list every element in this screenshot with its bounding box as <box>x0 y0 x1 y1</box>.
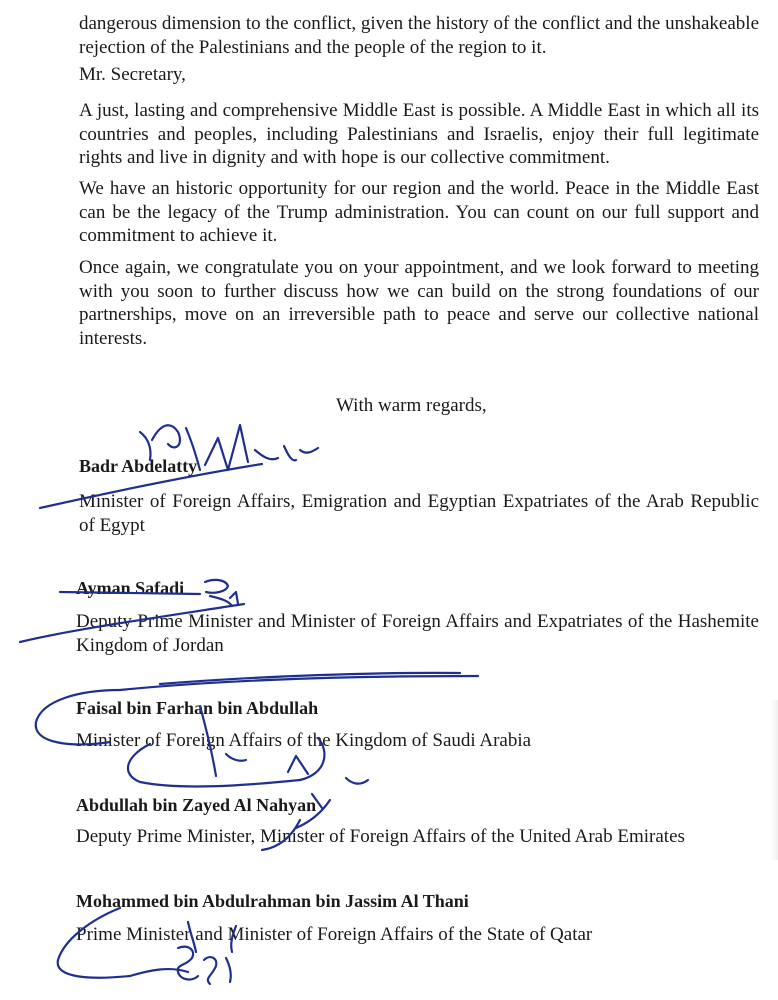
salutation-mr-secretary: Mr. Secretary, <box>79 64 186 85</box>
signatory-name-saudi-arabia: Faisal bin Farhan bin Abdullah <box>76 698 319 718</box>
signatory-name-egypt: Badr Abdelatty <box>79 456 198 476</box>
signatory-name-uae: Abdullah bin Zayed Al Nahyan <box>76 795 317 815</box>
scan-edge-shadow <box>770 700 778 860</box>
signatory-title-jordan: Deputy Prime Minister and Minister of Foreign Affairs and Expatriates of the Hashemite Kingdom of Jordan <box>76 611 759 656</box>
signatory-title-egypt: Minister of Foreign Affairs, Emigration and Egyptian Expatriates of the Arab Republic of Egypt <box>79 491 759 536</box>
paragraph-congratulations: Once again, we congratulate you on your appointment, and we look forward to meeting with you soon to further discuss how we can build on the strong foundations of our partnerships, move on an irreversible path to peace and serve our collective national interests. <box>79 257 759 349</box>
signatory-title-qatar: Prime Minister and Minister of Foreign Affairs of the State of Qatar <box>76 924 593 945</box>
signatory-name-jordan: Ayman Safadi <box>76 578 185 598</box>
closing-warm-regards: With warm regards, <box>336 395 487 416</box>
signatory-name-qatar: Mohammed bin Abdulrahman bin Jassim Al Thani <box>76 891 469 911</box>
paragraph-historic-opportunity: We have an historic opportunity for our region and the world. Peace in the Middle East can be the legacy of the Trump administration. You can count on our full support and commitment to achieve it. <box>79 178 759 246</box>
signatory-title-uae: Deputy Prime Minister, Minister of Foreign Affairs of the United Arab Emirates <box>76 826 685 847</box>
signatory-title-saudi-arabia: Minister of Foreign Affairs of the Kingdom of Saudi Arabia <box>76 730 532 751</box>
paragraph-conflict-dimension: dangerous dimension to the conflict, given the history of the conflict and the unshakeable rejection of the Palestinians and the people of the region to it. <box>79 13 759 58</box>
paragraph-middle-east-possible: A just, lasting and comprehensive Middle East is possible. A Middle East in which all its countries and peoples, including Palestinians and Israelis, enjoy their full legitimate rights and live in dignity and with hope is our collective commitment. <box>79 100 759 168</box>
